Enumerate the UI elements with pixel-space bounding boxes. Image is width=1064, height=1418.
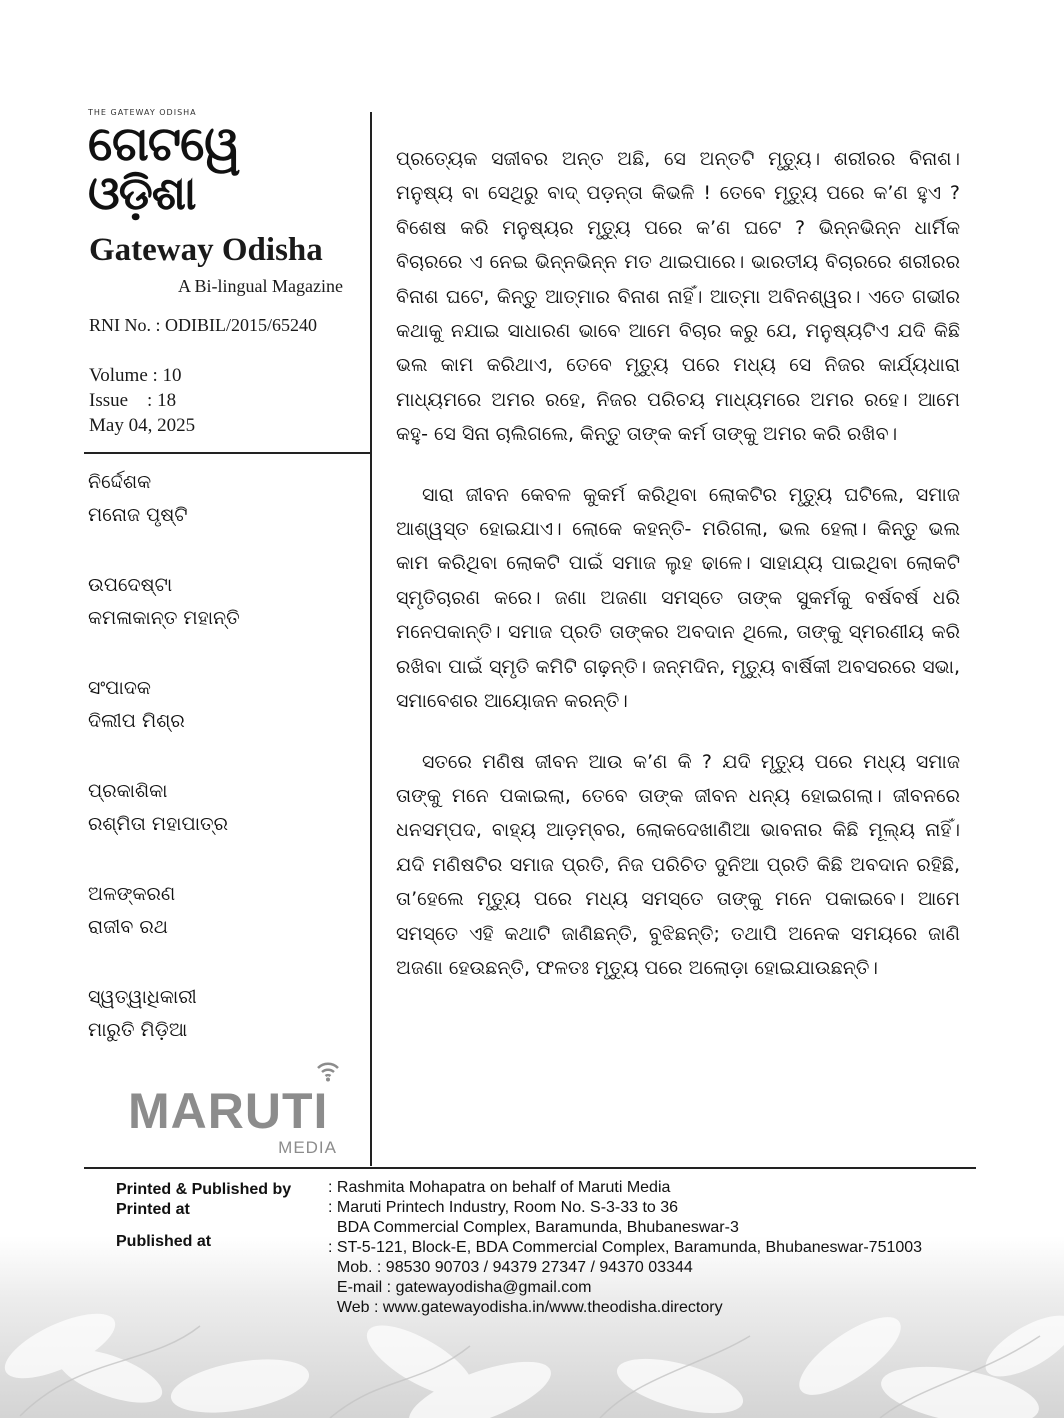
editorial-paragraph: ସତରେ ମଣିଷ ଜୀବନ ଆଉ କ’ଣ କି ? ଯଦି ମୃତ୍ୟୁ ପରେ ମଧ୍ୟ ସମାଜ ତାଙ୍କୁ ମନେ ପକାଇଲା, ତେବେ ତାଙ୍କ ଜୀବନ ଧନ୍ୟ ହୋଇଗଲା। ଜୀବନରେ ଧନସମ୍ପଦ, ବାହ୍ୟ ଆଡ଼ମ୍ବର, ଲୋକଦେଖାଣିଆ ଭାବନାର କିଛି ମୂଲ୍ୟ ନାହିଁ। ଯଦି ମଣିଷଟିର ସମାଜ ପ୍ରତି, ନିଜ ପରିଚିତ ଦୁନିଆ ପ୍ରତି କିଛି ଅବଦାନ ରହିଛି, ତା’ହେଲେ ମୃତ୍ୟୁ ପରେ ମଧ୍ୟ ସମସ୍ତେ ତାଙ୍କୁ ମନେ ପକାଇବେ। ଆମେ ସମସ୍ତେ ଏହି କଥାଟି ଜାଣିଛନ୍ତି, ବୁଝିଛନ୍ତି; ତଥାପି ଅନେକ ସମୟରେ ଜାଣି ଅଜଣା ହେଉଛନ୍ତି, ଫଳତଃ ମୃତ୍ୟୁ ପରେ ଅଲୋଡ଼ା ହୋଇଯାଉଛନ୍ତି। (396, 750, 960, 979)
editorial-body (396, 142, 960, 1011)
imprint-labels (116, 1180, 291, 1252)
imprint-line: : ST-5-121, Block-E, BDA Commercial Complex, Baramunda, Bhubaneswar-751003 (328, 1239, 923, 1256)
magazine-subtitle: A Bi-lingual Magazine (178, 276, 343, 296)
maruti-wordmark: MARUTI (128, 1083, 329, 1139)
editorial-paragraph: ପ୍ରତ୍ୟେକ ସଜୀବର ଅନ୍ତ ଅଛି, ସେ ଅନ୍ତଟି ମୃତ୍ୟୁ। ଶରୀରର ବିନାଶ। ମନୁଷ୍ୟ ବା ସେଥିରୁ ବାଦ୍ ପଡ଼ନ୍ତା କିଭଳି ! ତେବେ ମୃତ୍ୟୁ ପରେ କ’ଣ ହୁଏ ? ବିଶେଷ କରି ମନୁଷ୍ୟର ମୃତ୍ୟୁ ପରେ କ’ଣ ଘଟେ ? ଭିନ୍ନଭିନ୍ନ ଧାର୍ମିକ ବିଚାରରେ ଏ ନେଇ ଭିନ୍ନଭିନ୍ନ ମତ ଥାଇପାରେ। ଭାରତୀୟ ବିଚାରରେ ଶରୀରର ବିନାଶ ଘଟେ, କିନ୍ତୁ ଆତ୍ମାର ବିନାଶ ନାହିଁ। ଆତ୍ମା ଅବିନଶ୍ୱର। ଏତେ ଗଭୀର କଥାକୁ ନଯାଇ ସାଧାରଣ ଭାବେ ଆମେ ବିଚାର କରୁ ଯେ, ମନୁଷ୍ୟଟିଏ ଯଦି କିଛି ଭଲ କାମ କରିଥାଏ, ତେବେ ମୃତ୍ୟୁ ପରେ ମଧ୍ୟ ସେ ନିଜର କାର୍ଯ୍ୟଧାରା ମାଧ୍ୟମରେ ଅମର ରହେ, ନିଜର ପରିଚୟ ମାଧ୍ୟମରେ ଅମର ରହେ। ଆମେ କହୁ- ସେ ସିନା ଚାଲିଗଲେ, କିନ୍ତୁ ତାଙ୍କ କର୍ମ ତାଙ୍କୁ ଅମର କରି ରଖିବ। (396, 148, 960, 446)
imprint-values (328, 1178, 922, 1318)
staff-name: ଦିଲୀପ ମିଶ୍ର (88, 710, 185, 732)
staff-role: ପ୍ରକାଶିକା (88, 780, 168, 802)
printed-at-label: Printed at (116, 1201, 190, 1218)
staff-name: ରାଜୀବ ରଥ (88, 916, 168, 938)
footer-divider (84, 1167, 976, 1169)
published-at-label: Published at (116, 1233, 212, 1250)
magazine-title: Gateway Odisha (89, 232, 323, 268)
staff-role: ଅଳଙ୍କରଣ (88, 883, 176, 905)
staff-name: କମଳାକାନ୍ତ ମହାନ୍ତି (88, 607, 240, 629)
maruti-media-logo (128, 1060, 343, 1160)
staff-list (88, 466, 358, 1084)
left-divider (84, 452, 372, 454)
imprint-line: : Rashmita Mohapatra on behalf of Maruti Media (328, 1179, 671, 1196)
staff-name: ମାରୁତି ମିଡ଼ିଆ (88, 1019, 188, 1041)
logo-tagline: THE GATEWAY ODISHA (88, 108, 197, 117)
rni-number: RNI No. : ODIBIL/2015/65240 (89, 315, 317, 335)
maruti-subword: MEDIA (278, 1138, 337, 1157)
masthead-logo (88, 108, 318, 220)
imprint-line: E-mail : gatewayodisha@gmail.com (328, 1279, 592, 1296)
column-divider (370, 112, 372, 1166)
staff-role: ସଂପାଦକ (88, 677, 151, 699)
staff-name: ମନୋଜ ପୃଷ୍ଟି (88, 504, 188, 526)
logo-odia-line2: ଓଡ଼ିଶା (88, 166, 196, 220)
logo-odia-line1: ଗେଟୱେ (88, 116, 240, 172)
issue-date: May 04, 2025 (89, 415, 196, 436)
issue-number: Issue : 18 (89, 390, 177, 411)
editorial-paragraph: ସାରା ଜୀବନ କେବଳ କୁକର୍ମ କରିଥିବା ଲୋକଟିର ମୃତ୍ୟୁ ଘଟିଲେ, ସମାଜ ଆଶ୍ୱସ୍ତ ହୋଇଯାଏ। ଲୋକେ କହନ୍ତି- ମରିଗଲା, ଭଲ ହେଲା। କିନ୍ତୁ ଭଲ କାମ କରିଥିବା ଲୋକଟି ପାଇଁ ସମାଜ ଲୁହ ଢାଳେ। ସାହାଯ୍ୟ ପାଇଥିବା ଲୋକଟି ସ୍ମୃତିଚାରଣ କରେ। ଜଣା ଅଜଣା ସମସ୍ତେ ତାଙ୍କ ସୁକର୍ମକୁ ବର୍ଷବର୍ଷ ଧରି ମନେପକାନ୍ତି। ସମାଜ ପ୍ରତି ତାଙ୍କର ଅବଦାନ ଥିଲେ, ତାଙ୍କୁ ସ୍ମରଣୀୟ କରି ରଖିବା ପାଇଁ ସ୍ମୃତି କମିଟି ଗଢ଼ନ୍ତି। ଜନ୍ମଦିନ, ମୃତ୍ୟୁ ବାର୍ଷିକୀ ଅବସରରେ ସଭା, ସମାବେଶର ଆୟୋଜନ କରନ୍ତି। (396, 483, 960, 713)
staff-role: ଉପଦେଷ୍ଟା (88, 574, 173, 596)
staff-entry (88, 672, 358, 775)
printed-published-by-label: Printed & Published by (116, 1181, 292, 1198)
imprint-line: Web : www.gatewayodisha.in/www.theodisha.directory (328, 1299, 723, 1316)
imprint-line: : Maruti Printech Industry, Room No. S-3-33 to 36 (328, 1199, 679, 1216)
staff-role: ସ୍ୱତ୍ୱାଧିକାରୀ (88, 986, 197, 1008)
staff-role: ନିର୍ଦ୍ଦେଶକ (88, 471, 152, 493)
volume-number: Volume : 10 (89, 365, 182, 386)
staff-entry (88, 466, 358, 569)
staff-entry (88, 878, 358, 981)
signal-icon (316, 1060, 340, 1082)
staff-entry (88, 569, 358, 672)
issue-info (89, 363, 195, 438)
staff-name: ରଶ୍ମିତା ମହାପାତ୍ର (88, 813, 229, 835)
imprint-line: Mob. : 98530 90703 / 94379 27347 / 94370 03344 (328, 1259, 693, 1276)
imprint-line: BDA Commercial Complex, Baramunda, Bhubaneswar-3 (328, 1219, 739, 1236)
staff-entry (88, 775, 358, 878)
